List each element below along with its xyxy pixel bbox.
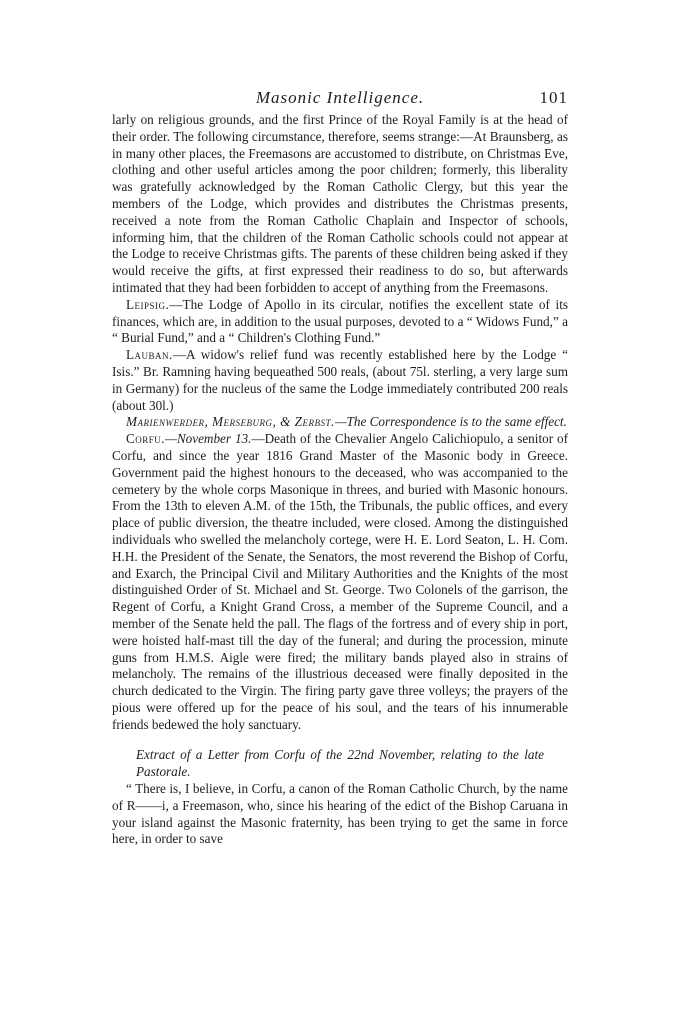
- body-text: [112, 112, 568, 848]
- paragraph-lauban-body: —A widow's relief fund was recently established here by the Lodge “ Isis.” Br. Ramning having bequeathed 500 reals, (about 75l. sterling, a very large sum in Germany) for the nucleus of the same the Lodge immediately contributed 200 reals (about 30l.): [112, 347, 568, 413]
- paragraph-corfu: [112, 431, 568, 733]
- paragraph-leipsic: [112, 297, 568, 347]
- paragraph-marienwerder-body: —The Correspondence is to the same effect.: [334, 414, 567, 430]
- section-gap: [112, 733, 568, 747]
- paragraph-braunsberg: larly on religious grounds, and the first Prince of the Royal Family is at the head of their order. The following circumstance, therefore, seems strange:—At Braunsberg, as in many other places, the Freemasons are accustomed to distribute, on Christmas Eve, clothing and other useful articles among the poor children; formerly, this liberality was gratefully acknowledged by the Roman Catholic Clergy, but this year the members of the Lodge, which provides and distributes the Christmas presents, received a note from the Roman Catholic Chaplain and Inspector of schools, informing him, that the children of the Roman Catholic schools could not appear at the Lodge to receive Christmas gifts. The parents of these children being asked if they would receive the gifts, at first expressed their readiness to do so, but afterwards intimated that they had been forbidden to accept of anything from the Freemasons.: [112, 112, 568, 295]
- place-heading-marienwerder: Marienwerder, Merseburg, & Zerbst.: [126, 414, 335, 430]
- paragraph-lauban: [112, 347, 568, 414]
- paragraph-extract: “ There is, I believe, in Corfu, a canon of the Roman Catholic Church, by the name of R——i, a Freemason, who, since his hearing of the edict of the Bishop Caruana in your island against the Masonic fraternity, has been trying to get the same in force here, in order to save: [112, 781, 568, 847]
- place-heading-leipsic: Leipsig.: [126, 296, 170, 312]
- place-heading-corfu: Corfu.: [126, 431, 166, 447]
- running-head: [112, 82, 568, 112]
- page-number: 101: [539, 88, 568, 107]
- page: [112, 82, 568, 848]
- running-title: Masonic Intelligence.: [255, 88, 425, 107]
- place-heading-lauban: Lauban.: [126, 347, 173, 363]
- paragraph-corfu-body: —Death of the Chevalier Angelo Calichiopulo, a senitor of Corfu, and since the year 1816 Grand Master of the Masonic body in Greece. Government paid the highest honours to the deceased, who was accompanied to the cemetery by the whole corps Masonique in threes, and buried with Masonic honours. From the 13th to eleven A.M. of the 15th, the Tribunals, the public offices, and every place of public diversion, the theatre included, were closed. Among the distinguished individuals who swelled the melancholy cortege, were H. E. Lord Seaton, L. H. Com. H.H. the President of the Senate, the Senators, the most reverend the Bishop of Corfu, and Exarch, the Principal Civil and Military Authorities and the Knights of the most distinguished Order of St. Michael and St. George. Two Colonels of the garrison, the Regent of Corfu, a Knight Grand Cross, a member of the Supreme Council, and a member of the Senate held the pall. The flags of the fortress and of every ship in port, were hoisted half-mast till the day of the funeral; and during the procession, minute guns from H.M.S. Aigle were fired; the military bands played also in strains of melancholy. The remains of the illustrious deceased were finally deposited in the church dedicated to the Virgin. The firing party gave three volleys; the prayers of the pious were offered up for the peace of his soul, and the tears of his innumerable friends bedewed the holy sanctuary.: [112, 431, 568, 732]
- paragraph-marienwerder: [112, 414, 568, 431]
- corfu-date: —November 13.: [165, 431, 252, 447]
- paragraph-leipsic-body: —The Lodge of Apollo in its circular, notifies the excellent state of its finances, which are, in addition to the usual purposes, devoted to a “ Widows Fund,” a “ Burial Fund,” and a “ Children's Clothing Fund.”: [112, 296, 568, 346]
- extract-heading: Extract of a Letter from Corfu of the 22nd November, relating to the late Pastorale.: [136, 747, 544, 780]
